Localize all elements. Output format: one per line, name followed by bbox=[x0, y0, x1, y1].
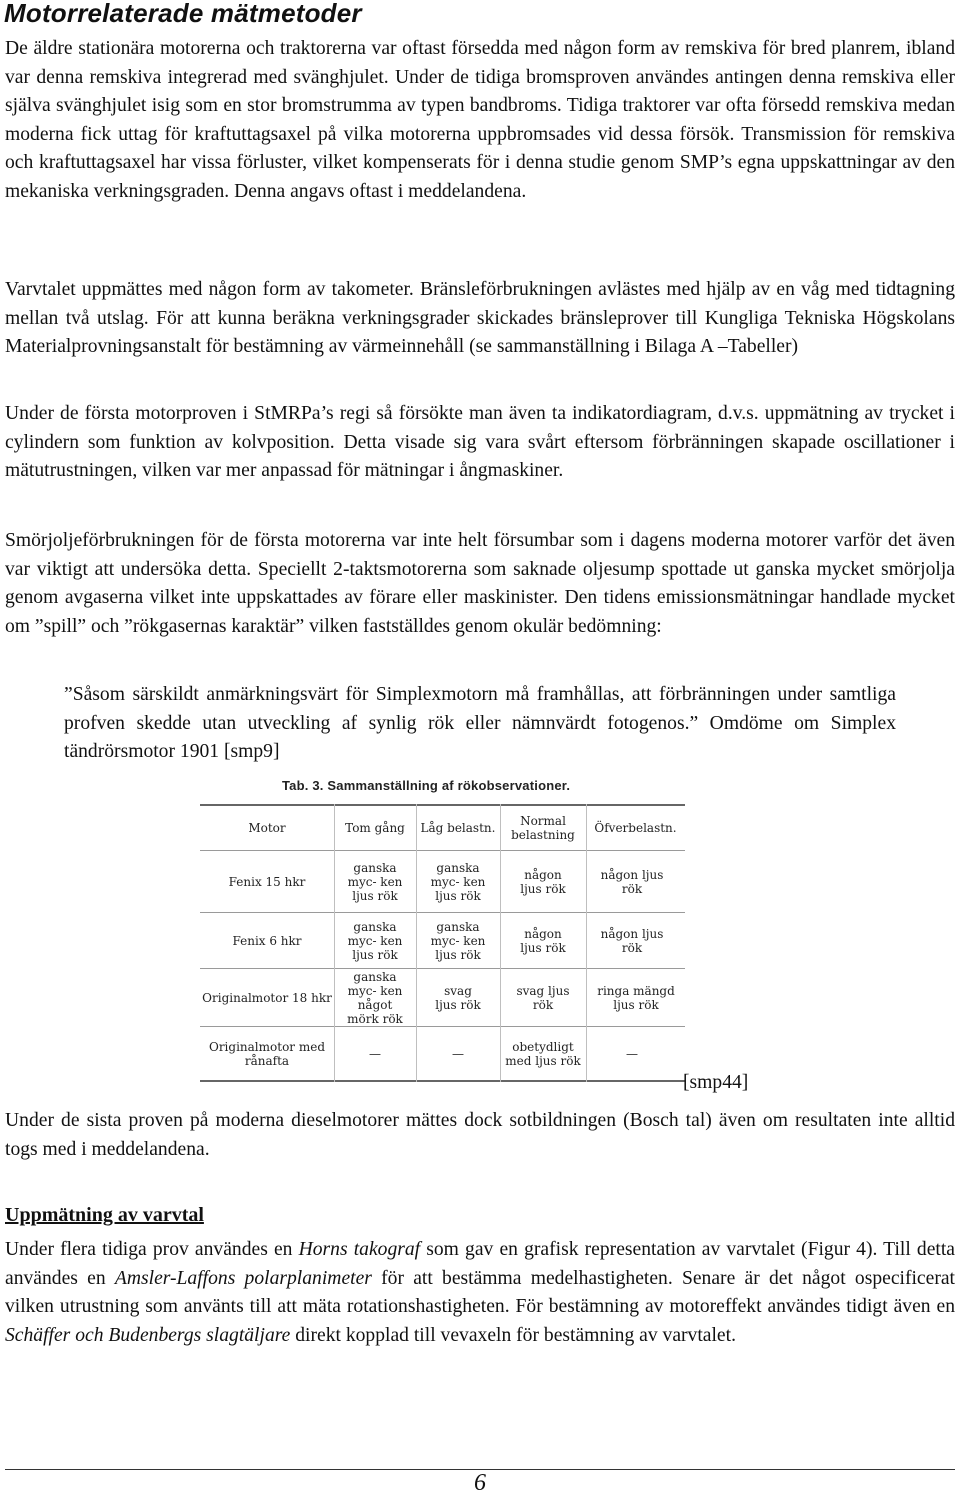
table-bottom-rule bbox=[200, 1080, 685, 1082]
paragraph-remskiva: De äldre stationära motorerna och traktorerna var oftast försedda med någon form av remskiva för bred planrem, ibland var denna remskiva integrerad med svänghjulet. Under de tidiga bromsproven användes antingen denna remskiva eller själva svänghjulet isig som en stor bromstrumma av typen bandbroms. Tidiga traktorer var ofta försedd remskiva medan moderna fick uttag för kraftuttagsaxel på vilka motorerna uppbromsades vid dessa försök. Transmission för remskiva och kraftuttagsaxel har vissa förluster, vilket kompenserats för i denna studie genom SMP’s egna uppskattningar av den mekaniska verkningsgraden. Denna angavs oftast i meddelandena. bbox=[5, 38, 955, 202]
table-cell: — bbox=[369, 1047, 381, 1061]
table-cell: ganska myc- ken ljus rök bbox=[430, 920, 486, 962]
text-run: Under flera tidiga prov användes en bbox=[5, 1239, 299, 1260]
table-cell: någon ljus rök bbox=[600, 927, 664, 955]
text-run: direkt kopplad till vevaxeln för bestämning av varvtalet. bbox=[290, 1324, 736, 1346]
table-cell: någon ljus rök bbox=[600, 868, 664, 896]
table-cell: svag ljus rök bbox=[435, 984, 481, 1012]
paragraph-varvtal-bransle: Varvtalet uppmättes med någon form av takometer. Bränsleförbrukningen avlästes med hjälp av en våg med tidtagning mellan två utslag. För att kunna beräkna verkningsgrader skickades bränsleprover till Kungliga Tekniska Högskolans Materialprovningsanstalt för bestämning av värmeinnehåll (se sammanställning i Bilaga A –Tabeller) bbox=[5, 279, 955, 358]
table-header-rule bbox=[200, 850, 685, 851]
table-cell: ganska myc- ken ljus rök bbox=[347, 920, 403, 962]
table-cell: ganska myc- ken något mörk rök bbox=[347, 970, 403, 1026]
table-cell: ganska myc- ken ljus rök bbox=[430, 861, 486, 903]
page-number: 6 bbox=[474, 1470, 486, 1496]
table-header-cell: Öfverbelastn. bbox=[594, 821, 677, 835]
table-row-rule bbox=[200, 968, 685, 969]
table-cell: någon ljus rök bbox=[520, 868, 566, 896]
table-row-rule bbox=[200, 1026, 685, 1027]
smoke-observation-table-image bbox=[200, 776, 685, 1086]
paragraph-varvtal-metoder bbox=[5, 1236, 955, 1350]
table-cell-motor: Fenix 6 hkr bbox=[232, 934, 302, 948]
table-row-rule bbox=[200, 912, 685, 913]
table-cell: obetydligt med ljus rök bbox=[505, 1040, 581, 1068]
paragraph-sotbildning: Under de sista proven på moderna dieselmotorer mättes dock sotbildningen (Bosch tal) även om resultaten inte alltid togs med i meddelandena. bbox=[5, 1110, 955, 1160]
paragraph-indikatordiagram: Under de första motorproven i StMRPa’s regi så försökte man även ta indikatordiagram, d.v.s. uppmätning av trycket i cylindern som funktion av kolvposition. Detta visade sig vara svårt eftersom förbränningen skapade oscillationer i mätutrustningen, vilken var mer anpassad för mätningar i ångmaskiner. bbox=[5, 403, 955, 482]
table-header-cell: Tom gång bbox=[345, 821, 405, 835]
table-cell: svag ljus rök bbox=[516, 984, 570, 1012]
table-cell: ringa mängd ljus rök bbox=[597, 984, 675, 1012]
text-run: som gav en grafisk representation av varvtalet (Figur 4). Till detta användes en bbox=[5, 1239, 955, 1289]
table-grid bbox=[200, 804, 685, 1084]
term-polarplanimeter: Amsler-Laffons polarplanimeter bbox=[114, 1267, 372, 1289]
table-cell-motor: Fenix 15 hkr bbox=[228, 875, 306, 889]
table-cell-motor: Originalmotor med rånafta bbox=[208, 1040, 325, 1068]
table-cell: ganska myc- ken ljus rök bbox=[347, 861, 403, 903]
table-header-cell: Låg belastn. bbox=[420, 821, 496, 835]
quote-simplex: ”Såsom särskildt anmärkningsvärt för Simplexmotorn må framhållas, att förbränningen under samtliga profven skedde utan utveckling af synlig rök eller nämnvärdt fotogenos.” Omdöme om Simplex tändrörsmotor 1901 [smp9] bbox=[64, 684, 896, 763]
table-source-reference: [smp44] bbox=[683, 1072, 749, 1093]
table-cell-motor: Originalmotor 18 hkr bbox=[202, 991, 332, 1005]
table-title: Tab. 3. Sammanställning af rökobservationer. bbox=[282, 778, 571, 793]
table-cell: någon ljus rök bbox=[520, 927, 566, 955]
table-column-rule bbox=[500, 804, 501, 1082]
term-horns-takograf: Horns takograf bbox=[298, 1239, 421, 1260]
table-header-cell: Motor bbox=[248, 821, 286, 835]
paragraph-smorjolja: Smörjoljeförbrukningen för de första motorerna var inte helt försumbar som i dagens moderna motorer varför det även var viktigt att undersöka detta. Speciellt 2-taktsmotorerna som saknade oljesump spottade ut ganska mycket smörjolja genom avgaserna vilket inte uppskattades av förare eller maskinister. Den tidens emissionsmätningar handlade mycket om ”spill” och ”rökgasernas karaktär” vilken fastställdes genom okulär bedömning: bbox=[5, 530, 955, 637]
table-header-cell: Normal belastning bbox=[511, 814, 575, 842]
subsection-heading: Uppmätning av varvtal bbox=[5, 1204, 204, 1226]
table-cell: — bbox=[626, 1047, 638, 1061]
text-run: för att bestämma medelhastigheten. Senare är det något ospecificerat vilken utrustning som använts till att mäta rotationshastigheten. För bestämning av motoreffekt användes tidigt även en bbox=[5, 1267, 955, 1318]
table-cell: — bbox=[452, 1047, 464, 1061]
section-heading: Motorrelaterade mätmetoder bbox=[4, 0, 362, 28]
term-slagtaljare: Schäffer och Budenbergs slagtäljare bbox=[5, 1324, 291, 1346]
